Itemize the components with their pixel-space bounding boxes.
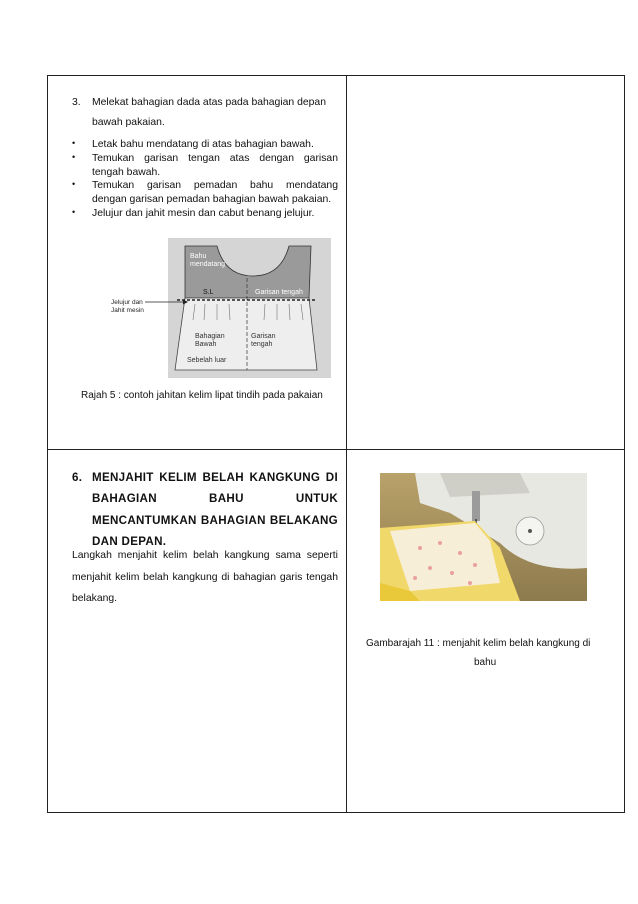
heading-line2 <box>92 492 338 505</box>
step-number: 3. <box>72 97 81 108</box>
heading-number: 6. <box>72 471 83 484</box>
heading-line4: DAN DEPAN. <box>92 535 167 548</box>
step-text-line2: bawah pakaian. <box>92 117 165 128</box>
body-line2: menjahit kelim belah kangkung di bahagian garis tengah <box>72 572 338 583</box>
label-bahagian-2: Bawah <box>195 341 217 348</box>
bullet-3-line2: dengan garisan pemadan bahagian bawah pakaian. <box>92 194 332 205</box>
bullet-icon: • <box>72 152 76 162</box>
bullet-icon: • <box>72 207 76 217</box>
photo-caption-line1: Gambarajah 11 : menjahit kelim belah kangkung di <box>366 638 591 649</box>
heading-line1: MENJAHIT KELIM BELAH KANGKUNG DI <box>92 471 338 484</box>
heading-word-2: BAHU <box>209 492 244 505</box>
table-border-bottom <box>47 812 625 813</box>
table-border-top <box>47 75 625 76</box>
label-sl: S.L <box>203 289 214 296</box>
label-bahu-2: mendatang <box>190 261 226 268</box>
bullet-1-line1: Letak bahu mendatang di atas bahagian bawah. <box>92 139 314 150</box>
table-border-left <box>47 75 48 813</box>
photo-caption-line2: bahu <box>474 657 497 668</box>
table-border-right <box>624 75 625 813</box>
label-bahu-1: Bahu <box>190 253 207 260</box>
label-jelujur-2: Jahit mesin <box>111 307 144 314</box>
bullet-icon: • <box>72 138 76 148</box>
label-jelujur-1: Jelujur dan <box>111 299 143 306</box>
step-text-line1: Melekat bahagian dada atas pada bahagian depan <box>92 97 326 108</box>
body-line3: belakang. <box>72 593 118 604</box>
label-garisan-1: Garisan <box>251 333 276 340</box>
label-bahagian-1: Bahagian <box>195 333 225 340</box>
bullet-2-line2: tengah bawah. <box>92 167 161 178</box>
body-line1: Langkah menjahit kelim belah kangkung sama seperti <box>72 550 338 561</box>
heading-line3: MENCANTUMKAN BAHAGIAN BELAKANG <box>92 514 338 527</box>
heading-word-1: BAHAGIAN <box>92 492 157 505</box>
machine-head <box>440 473 530 497</box>
table-border-center <box>346 75 347 813</box>
label-sebelah: Sebelah luar <box>187 357 227 364</box>
table-border-middle <box>47 449 625 450</box>
bullet-icon: • <box>72 179 76 189</box>
garment-diagram <box>105 238 331 378</box>
bullet-2-line1: Temukan garisan tengan atas dengan garisan <box>92 153 338 164</box>
heading-word-3: UNTUK <box>295 492 338 505</box>
needle-bar <box>472 491 480 521</box>
bullet-4-line1: Jelujur dan jahit mesin dan cabut benang jelujur. <box>92 208 315 219</box>
label-garisan-2: tengah <box>251 341 273 348</box>
bullet-3-line1: Temukan garisan pemadan bahu mendatang <box>92 180 338 191</box>
label-garisan-tengah: Garisan tengah <box>255 289 303 296</box>
diagram-caption: Rajah 5 : contoh jahitan kelim lipat tindih pada pakaian <box>81 390 323 401</box>
sewing-machine-photo <box>380 473 587 601</box>
